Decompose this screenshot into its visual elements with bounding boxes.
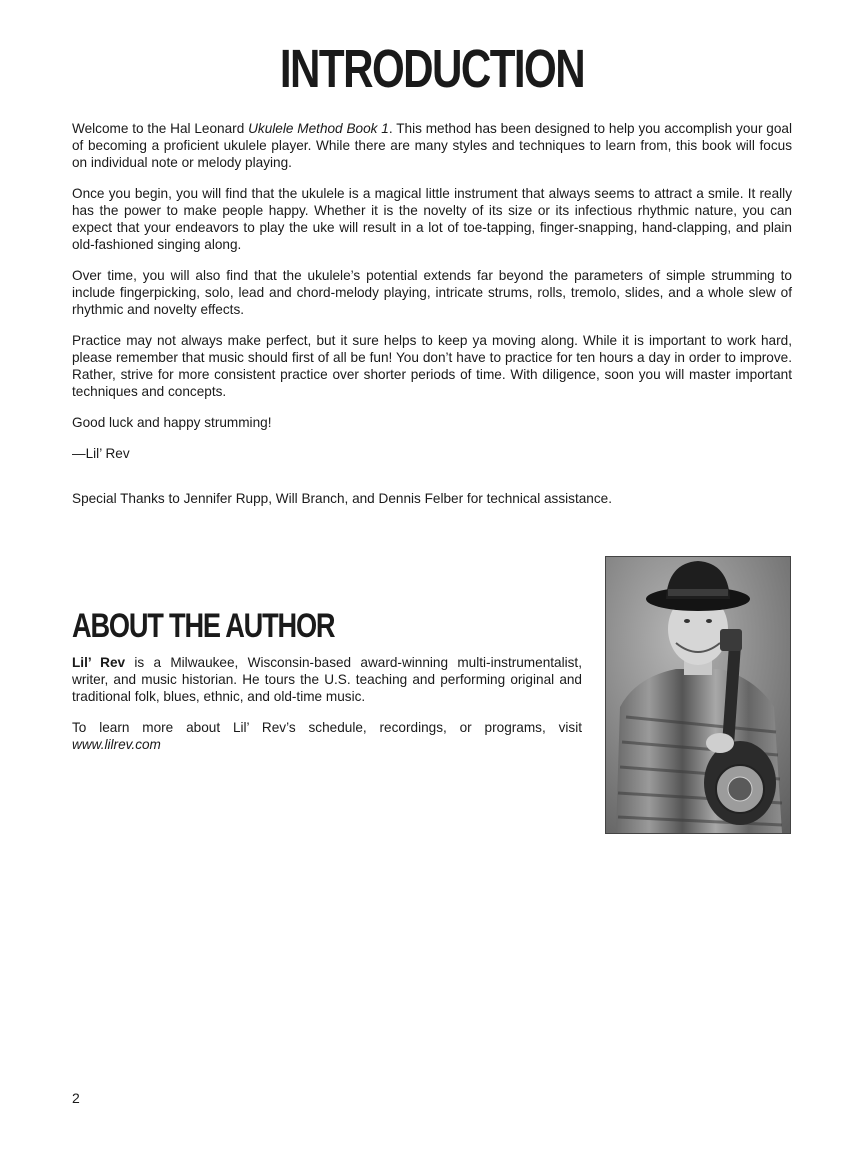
author-learn-more: To learn more about Lil’ Rev’s schedule, recordings, or programs, visit www.lilrev.com [72, 720, 582, 752]
author-photo-image [606, 557, 790, 833]
special-thanks: Special Thanks to Jennifer Rupp, Will Branch, and Dennis Felber for technical assistance. [72, 491, 612, 506]
author-photo [605, 556, 791, 834]
page-number: 2 [72, 1090, 80, 1106]
book-title: Ukulele Method Book 1 [248, 121, 389, 136]
author-name: Lil’ Rev [72, 655, 126, 670]
intro-closing: Good luck and happy strumming! [72, 415, 272, 430]
page-title: INTRODUCTION [279, 39, 585, 99]
intro-signature: —Lil’ Rev [72, 446, 130, 461]
intro-paragraph-4: Practice may not always make perfect, but it sure helps to keep ya moving along. While it is important to work hard, please remember that music should first of all be fun! You don’t have to practice for ten hours a day in order to improve. Rather, strive for more consistent practice over shorter periods of time. With diligence, soon you will master important techniques and concepts. [72, 333, 792, 399]
intro-paragraph-1: Welcome to the Hal Leonard Ukulele Method Book 1. This method has been designed to help you accomplish your goal of becoming a proficient ukulele player. While there are many styles and techniques to learn from, this book will focus on individual note or melody playing. [72, 121, 793, 170]
introduction-section [72, 120, 792, 521]
author-bio: Lil’ Rev is a Milwaukee, Wisconsin-based award-winning multi-instrumentalist, writer, and music historian. He tours the U.S. teaching and performing original and traditional folk, blues, ethnic, and old-time music. [72, 655, 582, 704]
author-website-link[interactable]: www.lilrev.com [72, 737, 161, 752]
intro-paragraph-3: Over time, you will also find that the ukulele’s potential extends far beyond the parameters of simple strumming to include fingerpicking, solo, lead and chord-melody playing, intricate strums, rolls, tremolo, slides, and a whole slew of rhythmic and novelty effects. [72, 268, 792, 317]
author-bio-section [72, 654, 582, 767]
intro-paragraph-2: Once you begin, you will find that the ukulele is a magical little instrument that always seems to attract a smile. It really has the power to make people happy. Whether it is the novelty of its size or its infectious rhythmic nature, you can expect that your endeavors to play the uke will result in a lot of toe-tapping, finger-snapping, hand-clapping, and plain old-fashioned singing along. [72, 186, 792, 252]
about-author-heading: ABOUT THE AUTHOR [72, 607, 335, 645]
